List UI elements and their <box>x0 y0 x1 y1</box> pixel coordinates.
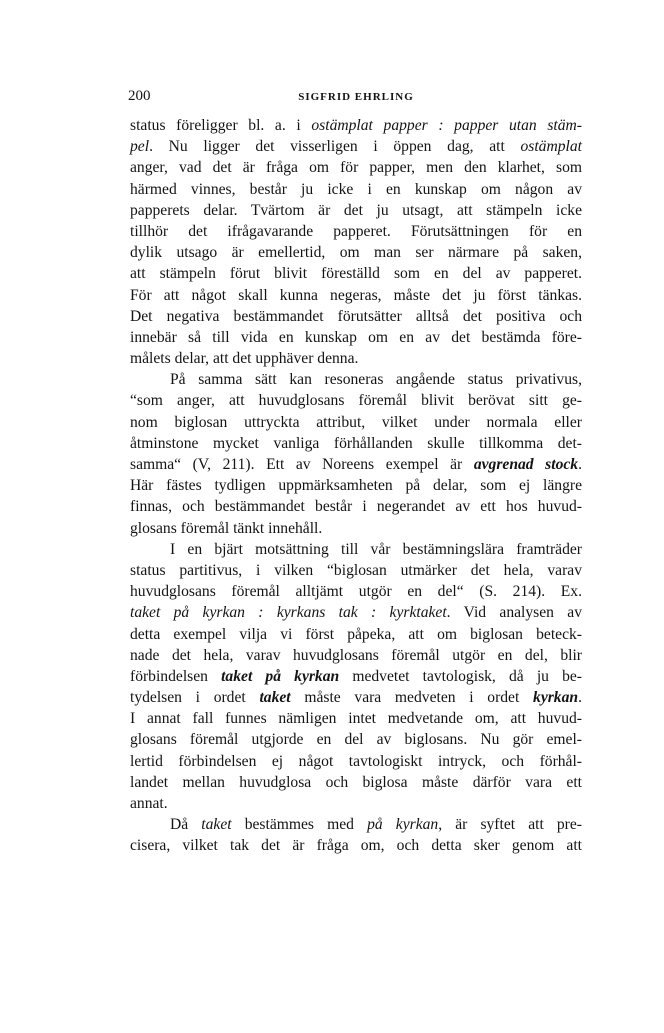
page-header <box>128 86 584 106</box>
text-line <box>130 221 582 242</box>
text-segment: annat. <box>130 795 168 812</box>
text-line <box>130 454 582 475</box>
text-line <box>130 581 582 602</box>
text-segment: medvetet tavtologisk, då ju be- <box>339 667 582 685</box>
text-segment: åtminstone mycket vanliga förhållanden skulle tillkomma det- <box>130 434 582 452</box>
text-line <box>130 242 582 263</box>
emphasized-text: taket på kyrkan : kyrkans tak : kyrktaket <box>130 604 447 622</box>
text-line <box>130 115 582 136</box>
text-line <box>130 751 582 772</box>
text-segment: Här fästes tydligen uppmärksamheten på delar, som ej längre <box>130 477 582 495</box>
text-segment: härmed vinnes, består ju icke i en kunskap om någon av <box>130 180 582 198</box>
text-segment: Då <box>170 816 202 834</box>
text-segment: tydelsen i ordet <box>130 689 260 707</box>
text-segment: papperets delar. Tvärtom är det ju utsagt, att stämpeln icke <box>130 201 582 219</box>
text-segment: detta exempel vilja vi först påpeka, att om biglosan beteck- <box>130 625 582 643</box>
text-segment: lertid förbindelsen ej något tavtologiskt intryck, och förhål- <box>130 752 582 770</box>
text-segment: cisera, vilket tak det är fråga om, och detta sker genom att <box>130 837 582 855</box>
text-line <box>130 624 582 645</box>
text-line <box>130 475 582 496</box>
text-segment: . <box>578 456 582 473</box>
text-line <box>130 772 582 793</box>
text-segment: samma“ (V, 211). Ett av Noreens exempel är <box>130 456 474 473</box>
emphasized-text: på kyrkan <box>367 816 439 834</box>
text-segment: tillhör det ifrågavarande papperet. Förutsättningen för en <box>130 222 582 240</box>
text-segment: bestämmes med <box>231 816 368 834</box>
text-line <box>130 539 582 560</box>
text-segment: “som anger, att huvudglosans föremål blivit berövat sitt ge- <box>130 392 582 410</box>
text-segment: nade det hela, varav huvudglosans föremål utgör en del, blir <box>130 646 582 664</box>
emphasized-text: taket <box>259 689 291 707</box>
text-segment: dylik utsago är emellertid, om man ser närmare på saken, <box>130 244 582 262</box>
emphasized-text: taket på kyrkan <box>221 667 340 685</box>
text-segment: status partitivus, i vilken “biglosan utmärker det hela, varav <box>130 561 582 579</box>
text-line <box>130 645 582 666</box>
text-line <box>130 306 582 327</box>
text-segment: att stämpeln förut blivit föreställd som en del av papperet. <box>130 265 582 283</box>
page-number: 200 <box>128 88 151 104</box>
text-line <box>130 263 582 284</box>
text-line <box>130 157 582 178</box>
text-segment: finnas, och bestämmandet består i negerandet av ett hos huvud- <box>130 498 582 516</box>
emphasized-text: taket <box>201 816 232 834</box>
text-segment: . <box>578 689 582 707</box>
text-segment: status föreligger bl. a. i <box>130 117 312 134</box>
text-segment: måste vara medveten i ordet <box>290 689 534 707</box>
text-segment: , är syftet att pre- <box>438 816 582 834</box>
text-line <box>130 666 582 687</box>
emphasized-text: ostämplat <box>520 138 582 156</box>
text-segment: I en bjärt motsättning till vår bestämningslära framträder <box>170 540 582 558</box>
text-line <box>130 136 582 157</box>
text-segment: I annat fall funnes nämligen intet medvetande om, att huvud- <box>130 710 582 728</box>
text-segment: glosans föremål tänkt innehåll. <box>130 519 323 537</box>
text-line <box>130 200 582 221</box>
running-head: SIGFRID EHRLING <box>298 91 414 103</box>
text-line <box>130 433 582 454</box>
text-segment: anger, vad det är fråga om för papper, men den klarhet, som <box>130 159 582 177</box>
text-line <box>130 708 582 729</box>
text-segment: För att något skall kunna negeras, måste det ju först tänkas. <box>130 286 582 304</box>
text-line <box>130 285 582 306</box>
text-line <box>130 179 582 200</box>
text-segment: nom biglosan uttryckta attribut, vilket under normala eller <box>130 413 582 431</box>
text-segment: landet mellan huvudglosa och biglosa måste därför vara ett <box>130 773 582 791</box>
text-line <box>130 793 582 814</box>
text-line <box>130 369 582 390</box>
text-segment: . Nu ligger det visserligen i öppen dag, att <box>149 138 521 156</box>
text-line <box>130 518 582 539</box>
text-line <box>130 560 582 581</box>
text-line <box>130 348 582 369</box>
text-segment: På samma sätt kan resoneras angående status privativus, <box>170 371 582 389</box>
emphasized-text: pel <box>130 138 150 156</box>
text-line <box>130 327 582 348</box>
text-segment: innebär så till vida en kunskap om en av det bestämda före- <box>130 328 582 346</box>
text-line <box>130 602 582 623</box>
text-line <box>130 496 582 517</box>
emphasized-text: ostämplat papper : papper utan stäm- <box>311 117 582 134</box>
text-segment: . Vid analysen av <box>446 604 582 622</box>
text-line <box>130 687 582 708</box>
text-segment: huvudglosans föremål alltjämt utgör en del“ (S. 214). Ex. <box>130 583 582 601</box>
emphasized-text: avgrenad stock <box>473 456 579 473</box>
text-line <box>130 412 582 433</box>
body-text <box>130 115 582 857</box>
text-segment: glosans föremål utgjorde en del av biglosans. Nu gör emel- <box>130 731 582 749</box>
text-line <box>130 835 582 856</box>
text-segment: Det negativa bestämmandet förutsätter alltså det positiva och <box>130 307 582 325</box>
text-line <box>130 814 582 835</box>
emphasized-text: kyrkan <box>533 689 579 707</box>
text-line <box>130 729 582 750</box>
text-segment: målets delar, att det upphäver denna. <box>130 350 359 368</box>
text-line <box>130 390 582 411</box>
text-segment: förbindelsen <box>130 667 222 685</box>
